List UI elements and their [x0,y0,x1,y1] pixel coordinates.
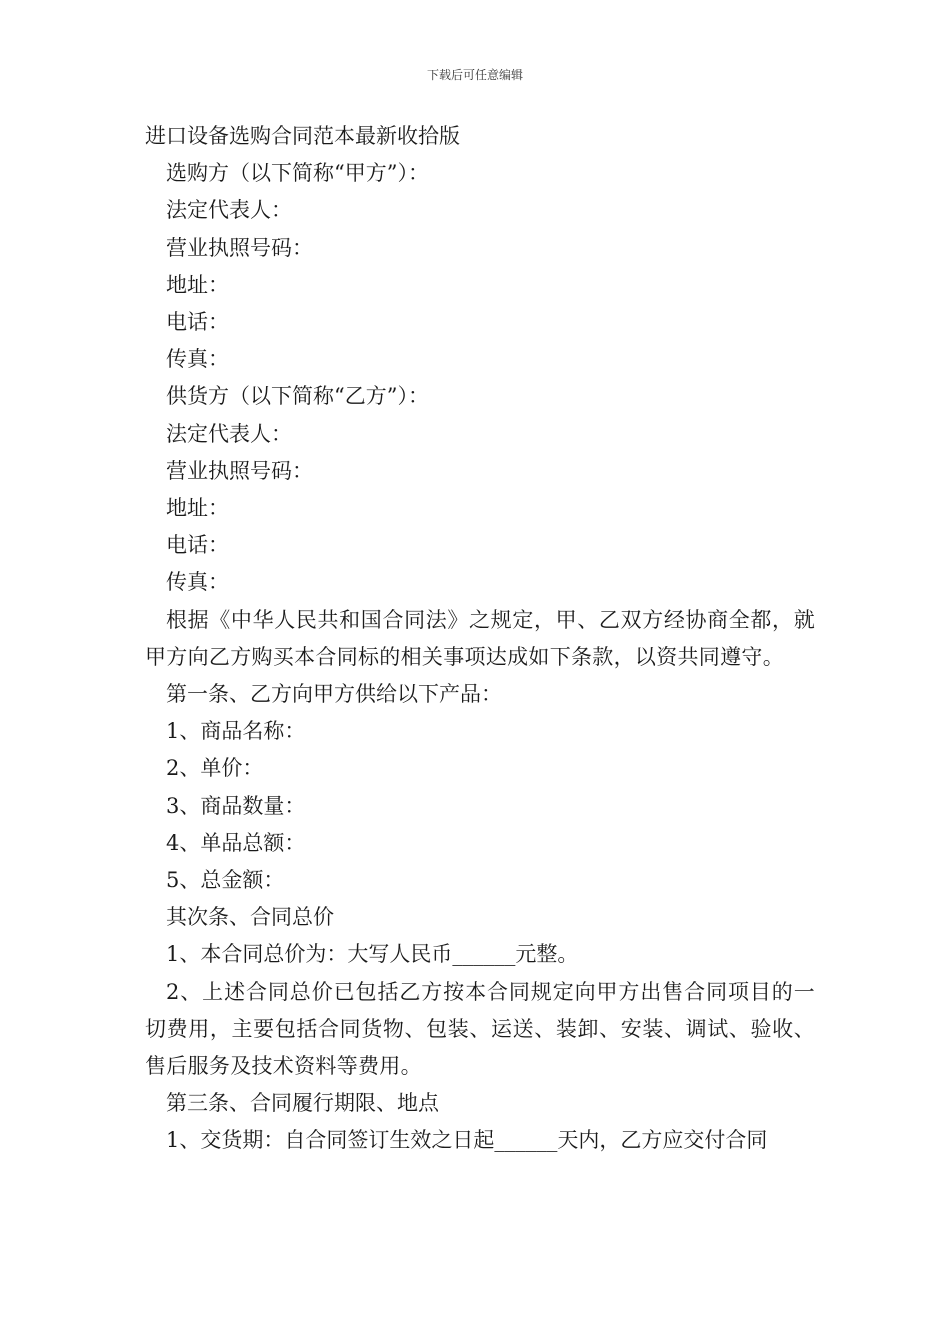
article1-item: 2、单价： [166,756,264,781]
header-note: 下载后可任意编辑 [426,68,523,82]
article3-item1: 1、交货期：自合同签订生效之日起______天内，乙方应交付合同 [166,1128,768,1153]
party-b-heading: 供货方（以下简称“乙方”）： [166,384,429,409]
article2-item1: 1、本合同总价为：大写人民币______元整。 [166,942,579,967]
article1-item: 4、单品总额： [166,830,306,855]
party-a-license: 营业执照号码： [166,235,313,260]
party-b-license: 营业执照号码： [166,458,313,483]
party-b-legal-rep: 法定代表人： [166,421,292,446]
party-a-fax: 传真： [166,347,229,372]
party-a-legal-rep: 法定代表人： [166,198,292,223]
article2-heading: 其次条、合同总价 [166,905,334,930]
article1-heading: 第一条、乙方向甲方供给以下产品： [166,682,502,707]
party-b-phone: 电话： [166,533,229,558]
party-a-phone: 电话： [166,310,229,335]
preamble-paragraph: 根据《中华人民共和国合同法》之规定，甲、乙双方经协商全都，就甲方向乙方购买本合同标的相关事项达成如下条款，以资共同遵守。 [145,607,815,669]
party-a-address: 地址： [166,272,229,297]
party-b-address: 地址： [166,496,229,521]
article1-item: 5、总金额： [166,868,285,893]
document-title: 进口设备选购合同范本最新收拾版 [145,124,460,148]
party-a-heading: 选购方（以下简称“甲方”）： [166,161,429,186]
contract-document [145,118,815,1160]
article2-item2: 2、上述合同总价已包括乙方按本合同规定向甲方出售合同项目的一切费用，主要包括合同货物、包装、运送、装卸、安装、调试、验收、售后服务及技术资料等费用。 [145,979,815,1079]
party-b-fax: 传真： [166,570,229,595]
article1-item: 3、商品数量： [166,793,306,818]
article3-heading: 第三条、合同履行期限、地点 [166,1091,439,1116]
article1-item: 1、商品名称： [166,719,306,744]
